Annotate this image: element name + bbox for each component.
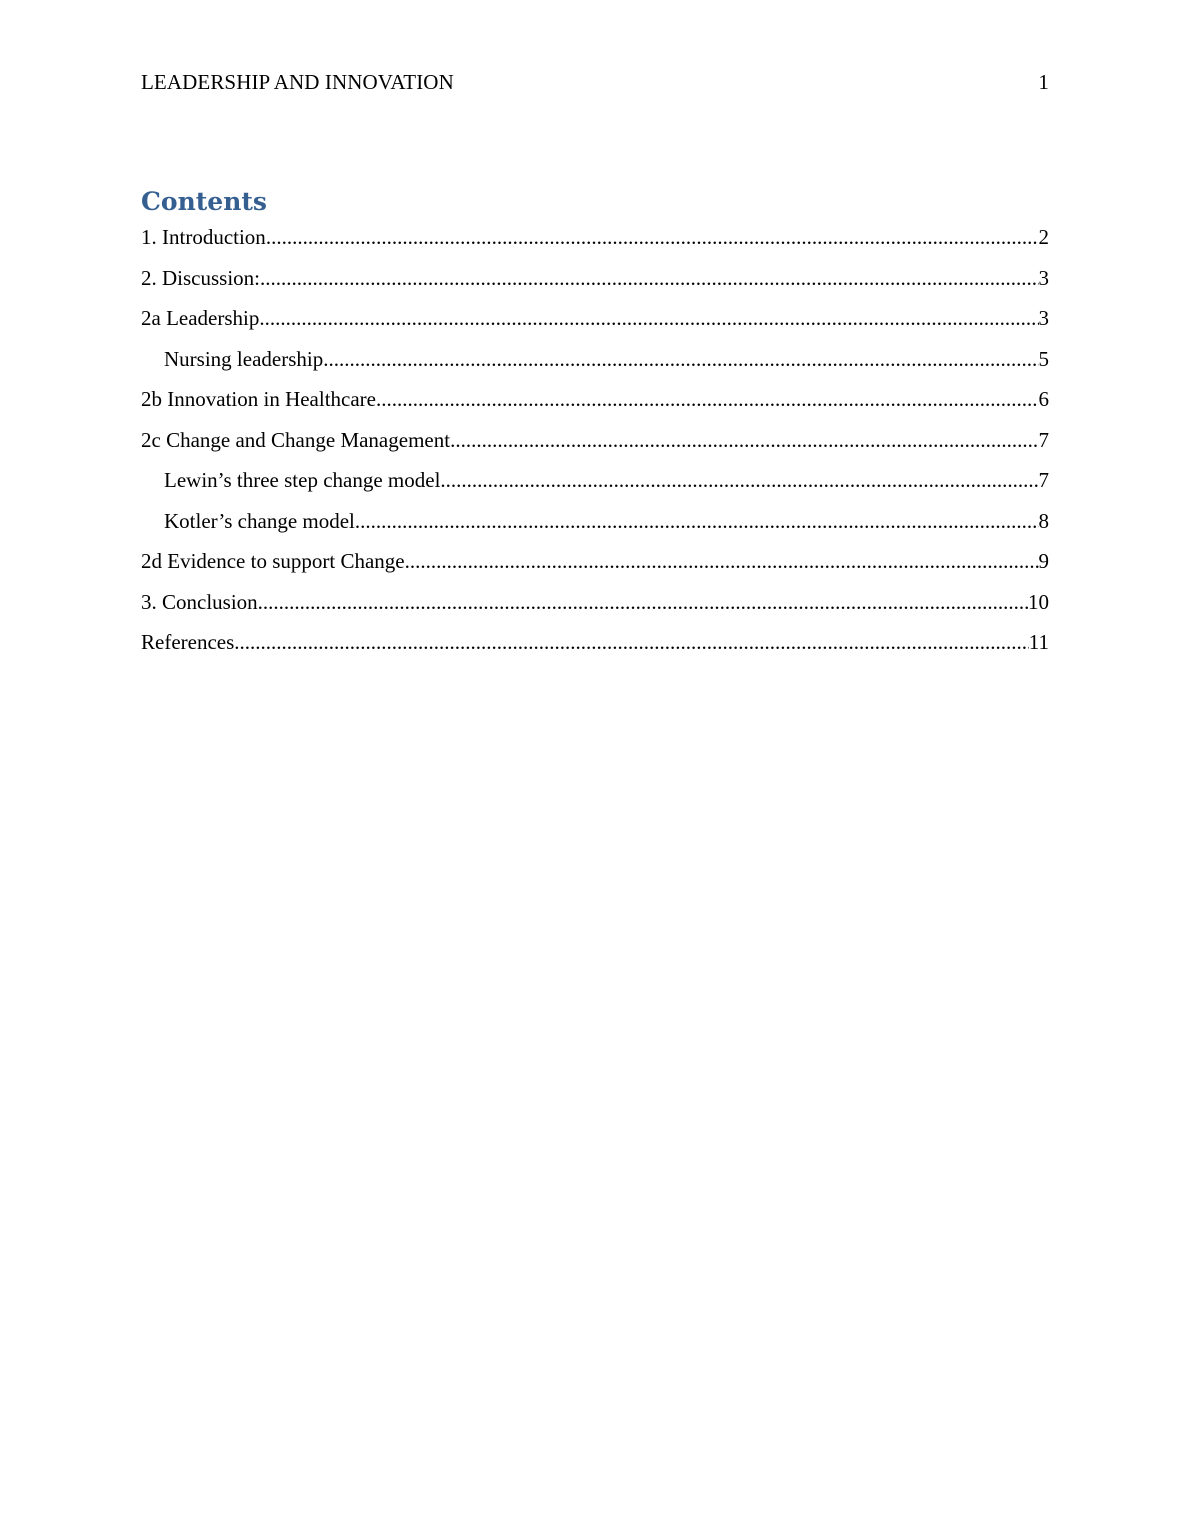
toc-entry-innovation-in-healthcare[interactable] bbox=[141, 384, 1049, 425]
toc-dot-leader bbox=[376, 384, 1039, 414]
toc-dot-leader bbox=[355, 506, 1039, 536]
toc-entry-conclusion[interactable] bbox=[141, 587, 1049, 628]
toc-entry-discussion[interactable] bbox=[141, 263, 1049, 304]
toc-entry-evidence-to-support-change[interactable] bbox=[141, 546, 1049, 587]
toc-entry-label: 2d Evidence to support Change bbox=[141, 549, 405, 573]
toc-dot-leader bbox=[260, 263, 1038, 293]
toc-entry-nursing-leadership[interactable] bbox=[141, 344, 1049, 385]
toc-dot-leader bbox=[405, 546, 1039, 576]
toc-entry-label: 2a Leadership bbox=[141, 306, 260, 330]
toc-dot-leader bbox=[266, 222, 1039, 252]
toc-entry-page: 10 bbox=[1028, 589, 1049, 614]
toc-entry-references[interactable] bbox=[141, 627, 1049, 668]
toc-dot-leader bbox=[258, 587, 1028, 617]
toc-entry-lewin-model[interactable] bbox=[141, 465, 1049, 506]
toc-entry-label: 2c Change and Change Management bbox=[141, 427, 451, 452]
table-of-contents bbox=[141, 222, 1049, 668]
running-head: LEADERSHIP AND INNOVATION bbox=[141, 70, 454, 94]
toc-dot-leader bbox=[440, 465, 1038, 495]
toc-entry-label: 3. Conclusion bbox=[141, 589, 258, 614]
toc-entry-page: 3 bbox=[1038, 265, 1049, 290]
toc-entry-label: 2b Innovation in Healthcare bbox=[141, 387, 376, 411]
toc-entry-leadership[interactable] bbox=[141, 303, 1049, 344]
toc-entry-label: 1. Introduction bbox=[141, 225, 266, 249]
toc-entry-page: 8 bbox=[1038, 508, 1049, 533]
toc-entry-change-management[interactable] bbox=[141, 425, 1049, 466]
toc-entry-page: 3 bbox=[1038, 306, 1049, 330]
page-header bbox=[141, 70, 1049, 100]
toc-entry-page: 9 bbox=[1038, 549, 1049, 573]
toc-dot-leader bbox=[450, 425, 1038, 455]
toc-dot-leader bbox=[259, 303, 1038, 333]
toc-entry-introduction[interactable] bbox=[141, 222, 1049, 263]
toc-entry-kotler-model[interactable] bbox=[141, 506, 1049, 547]
toc-dot-leader bbox=[234, 627, 1028, 657]
toc-entry-label: Nursing leadership bbox=[164, 346, 324, 371]
toc-title: Contents bbox=[141, 187, 268, 216]
page-number: 1 bbox=[1038, 70, 1049, 94]
toc-entry-label: Lewin’s three step change model bbox=[164, 468, 441, 492]
toc-entry-label: Kotler’s change model bbox=[164, 508, 355, 533]
toc-entry-page: 6 bbox=[1038, 387, 1049, 411]
toc-dot-leader bbox=[323, 344, 1038, 374]
toc-entry-page: 7 bbox=[1038, 468, 1049, 492]
toc-entry-page: 2 bbox=[1038, 225, 1049, 249]
toc-entry-page: 11 bbox=[1028, 630, 1049, 654]
toc-entry-page: 7 bbox=[1038, 427, 1049, 452]
toc-entry-label: 2. Discussion: bbox=[141, 265, 261, 290]
toc-entry-page: 5 bbox=[1038, 346, 1049, 371]
toc-entry-label: References bbox=[141, 630, 235, 654]
